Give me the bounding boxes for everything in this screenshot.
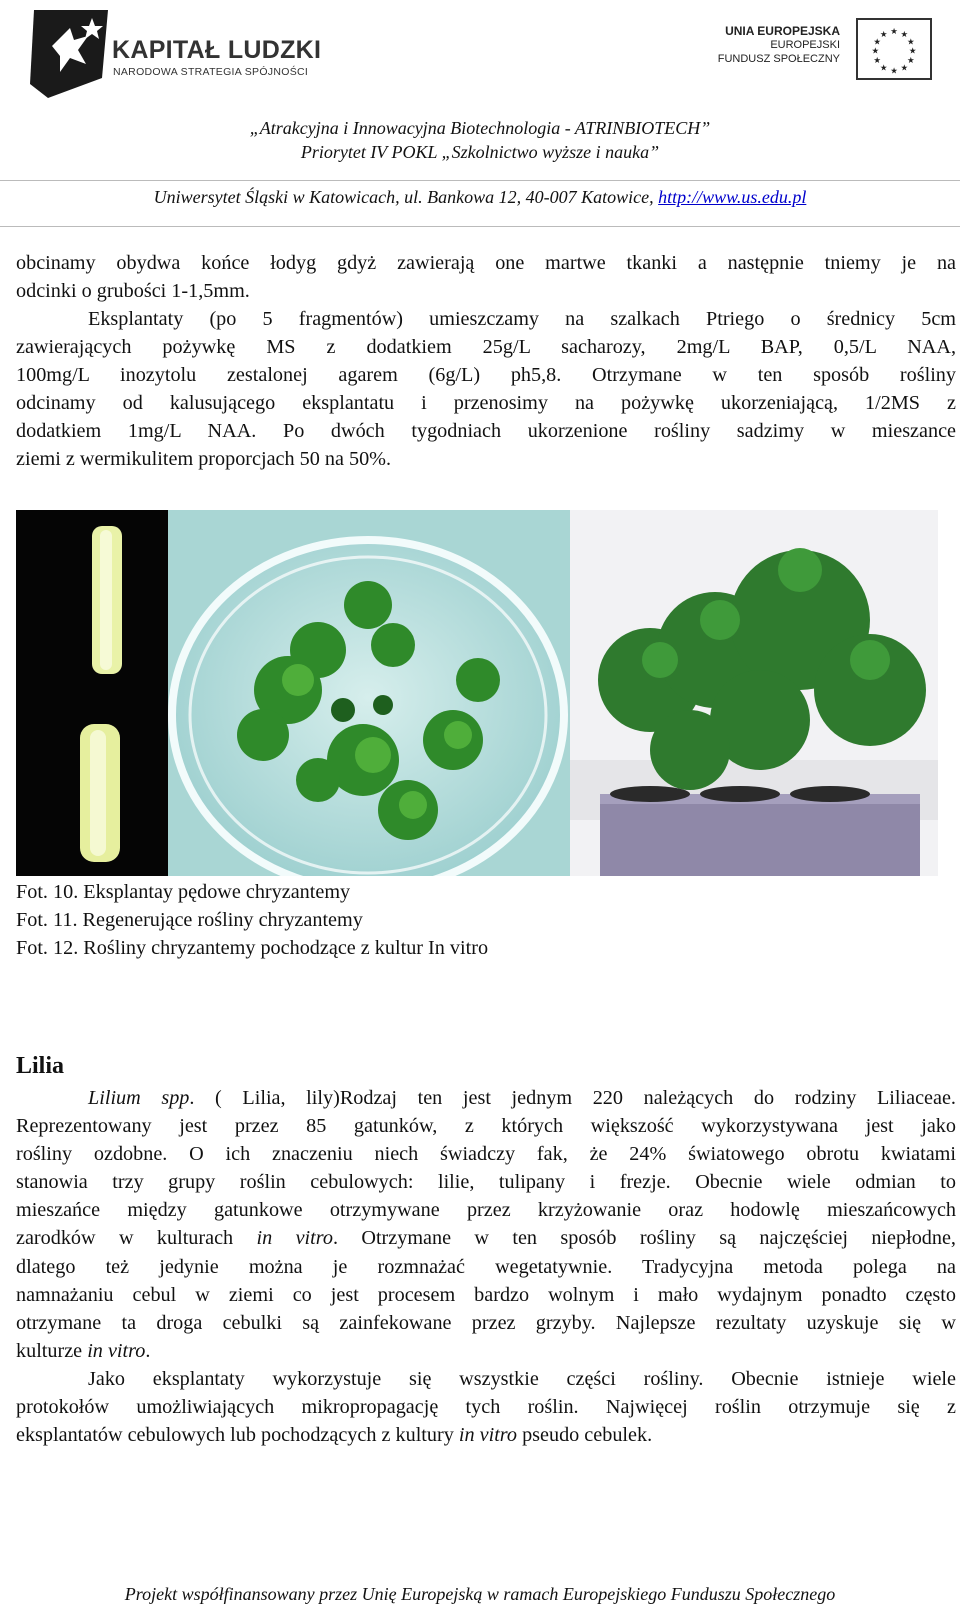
text-line: otrzymane ta droga cebulki są zainfekowane przez grzyby. Najlepsze rezultaty uzyskuje się w (16, 1311, 956, 1334)
svg-text:★: ★ (890, 66, 898, 76)
latin-name: Lilium spp (88, 1087, 190, 1109)
text-line: rośliny ozdobne. O ich znaczeniu niech świadczy fak, że 24% światowego obrotu kwiatami (16, 1143, 956, 1166)
project-title: „Atrakcyjna i Innowacyjna Biotechnologia - ATRINBIOTECH” (249, 118, 711, 138)
caption-fot-10: Fot. 10. Eksplantay pędowe chryzantemy (16, 881, 351, 903)
svg-text:★: ★ (900, 63, 909, 73)
text-line: zawierających pożywkę MS z dodatkiem 25g/L sacharozy, 2mg/L BAP, 0,5/L NAA, (16, 336, 956, 359)
text-line: odcinamy od kalusującego eksplantatu i przenosimy na pożywkę ukorzeniającą, 1/2MS z (16, 392, 956, 415)
text-span: zarodków w kulturach (16, 1227, 257, 1250)
text-span: pseudo cebulek. (517, 1424, 653, 1447)
svg-text:★: ★ (879, 63, 888, 73)
svg-text:★: ★ (871, 46, 880, 56)
svg-text:★: ★ (907, 37, 915, 47)
eu-flag-icon (856, 18, 932, 80)
eu-line3: FUNDUSZ SPOŁECZNY (717, 53, 840, 65)
text-line: Jako eksplantaty wykorzystuje się wszystkie części rośliny. Obecnie istnieje wiele (88, 1367, 956, 1390)
svg-text:★: ★ (873, 56, 881, 66)
address-text: Uniwersytet Śląski w Katowicach, ul. Bankowa 12, 40-007 Katowice, (153, 187, 659, 207)
svg-text:★: ★ (900, 29, 909, 39)
text-line: obcinamy obydwa końce łodyg gdyż zawierają one martwe tkanki a następnie tniemy je na (16, 252, 956, 274)
svg-text:★: ★ (879, 29, 888, 39)
text-line: namnażaniu cebul w ziemi co jest procesem bardzo wolnym i mało wydajnym ponadto często (16, 1283, 956, 1306)
text-line (16, 1421, 956, 1449)
text-span: . (145, 1339, 151, 1362)
university-link[interactable]: http://www.us.edu.pl (658, 187, 807, 207)
text-line (16, 1084, 956, 1112)
italic-term: in vitro (256, 1227, 333, 1250)
logo-subtitle: NARODOWA STRATEGIA SPÓJNOŚCI (113, 66, 309, 78)
paragraph-intro (16, 249, 956, 305)
text-line: Reprezentowany jest przez 85 gatunków, z których większość wykorzystywana jest jako (16, 1115, 956, 1138)
paragraph-lilia (16, 1084, 956, 1449)
section-heading-lilia: Lilia (16, 1053, 65, 1079)
logo-title: KAPITAŁ LUDZKI (112, 36, 322, 64)
text-line: ziemi z wermikulitem proporcjach 50 na 50%. (16, 448, 392, 471)
eu-line1: UNIA EUROPEJSKA (725, 24, 840, 38)
text-line: Eksplantaty (po 5 fragmentów) umieszczamy na szalkach Ptriego o średnicy 5cm (88, 308, 956, 330)
text-line (16, 1224, 956, 1252)
text-line: protokołów umożliwiających mikropropagację tych roślin. Najwięcej roślin otrzymuje się z (16, 1396, 956, 1419)
text-line: odcinki o grubości 1-1,5mm. (16, 280, 250, 303)
photo-potted-plants (570, 510, 938, 876)
caption-fot-12: Fot. 12. Rośliny chryzantemy pochodzące z kultur In vitro (16, 937, 489, 959)
text-line: stanowia trzy grupy roślin cebulowych: lilie, tulipany i frezje. Obecnie wiele odmian to (16, 1171, 956, 1194)
text-line: 100mg/L inozytolu zestalonej agarem (6g/L) ph5,8. Otrzymane w ten sposób rośliny (16, 364, 956, 387)
caption-fot-11: Fot. 11. Regenerujące rośliny chryzantemy (16, 909, 363, 931)
text-line: dodatkiem 1mg/L NAA. Po dwóch tygodniach ukorzenione rośliny sadzimy w mieszance (16, 420, 956, 443)
text-span: eksplantatów cebulowych lub pochodzących z kultury (16, 1424, 459, 1447)
svg-text:★: ★ (890, 27, 898, 37)
photo-petri-dish (168, 510, 570, 876)
header-divider (0, 180, 960, 181)
text-span: kulturze (16, 1339, 88, 1362)
text-span: . Otrzymane w ten sposób rośliny są najczęściej niepłodne, (332, 1227, 956, 1250)
eu-logo-text (718, 24, 840, 66)
text-line (16, 1337, 956, 1365)
project-priority: Priorytet IV POKL „Szkolnictwo wyższe i nauka” (300, 142, 660, 162)
svg-text:★: ★ (907, 56, 915, 66)
paragraph-explants (16, 305, 956, 474)
eu-line2: EUROPEJSKI (770, 39, 840, 51)
italic-term: in vitro (458, 1424, 518, 1447)
photo-explants (16, 510, 168, 876)
university-address (0, 187, 960, 208)
header-divider-2 (0, 226, 960, 227)
svg-text:★: ★ (908, 46, 917, 56)
text-line: mieszańce między gatunkowe otrzymywane przez krzyżowanie oraz hodowlę mieszańcowych (16, 1199, 956, 1222)
text-span: . ( Lilia, lily)Rodzaj ten jest jednym 220 należących do rodziny Liliaceae. (189, 1087, 956, 1109)
text-line: dlatego też jedynie można je rozmnażać wegetatywnie. Tradycyjna metoda polega na (16, 1255, 956, 1278)
svg-text:★: ★ (873, 37, 881, 47)
italic-term: in vitro (87, 1339, 146, 1362)
footer-funding-note: Projekt współfinansowany przez Unię Europejską w ramach Europejskiego Funduszu Społecznego (124, 1584, 836, 1604)
